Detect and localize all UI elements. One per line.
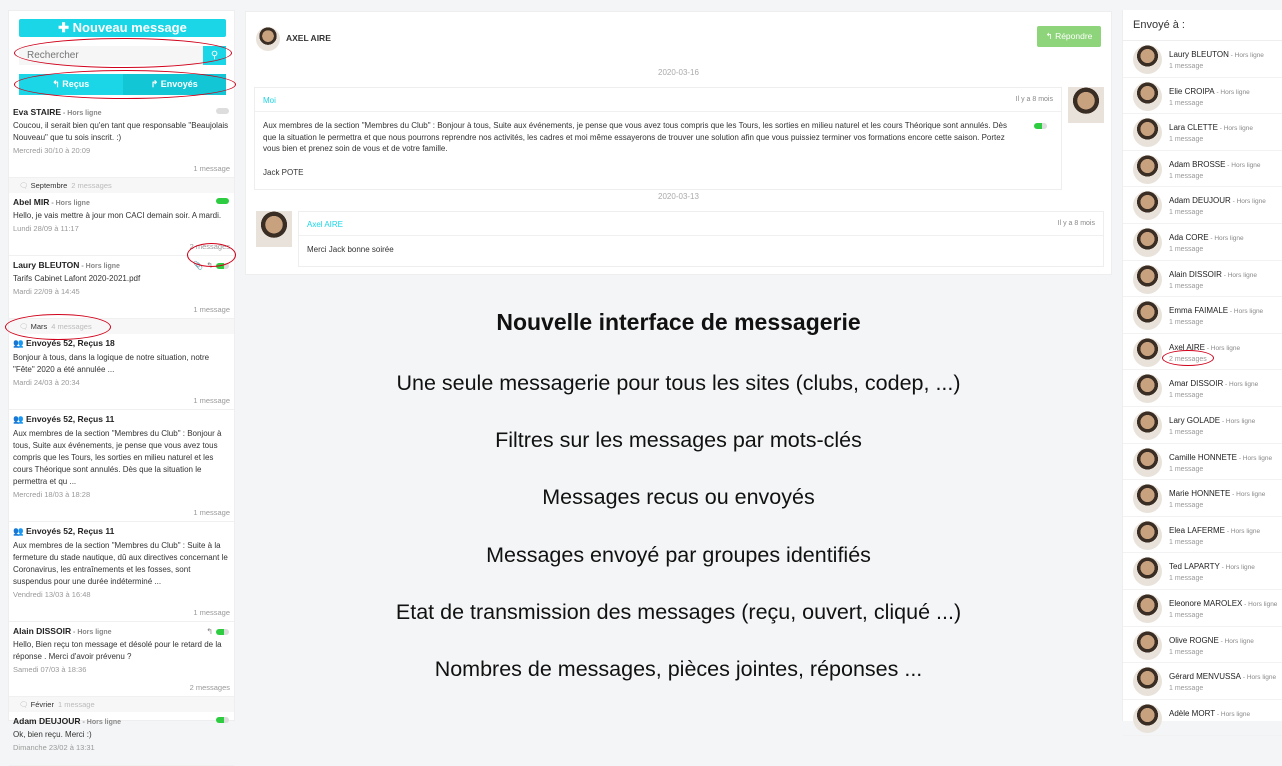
search-icon[interactable]: ⚲ xyxy=(203,46,226,65)
message-date: Mercredi 18/03 à 18:28 xyxy=(13,490,91,499)
recipient-avatar xyxy=(1133,45,1162,74)
sender-name xyxy=(13,414,230,425)
recipient-name xyxy=(1169,160,1261,169)
tab-sent[interactable]: ↱ Envoyés xyxy=(123,74,227,95)
online-status: - Hors ligne xyxy=(79,263,120,270)
recipient-message-count: 1 message xyxy=(1169,502,1204,510)
message-count: 1 message xyxy=(193,508,230,517)
message-preview: Bonjour à tous, dans la logique de notre situation, notre "Fête" 2020 a été annulée ... xyxy=(13,353,210,374)
message-date: Mardi 22/09 à 14:45 xyxy=(13,287,80,296)
recipient-message-count: 2 messages xyxy=(1169,355,1207,363)
message-count: 1 message xyxy=(193,396,230,405)
message-date: Samedi 07/03 à 18:36 xyxy=(13,665,87,674)
recipient-message-count: 1 message xyxy=(1169,172,1204,180)
recipient-message-count: 1 message xyxy=(1169,245,1204,253)
contact-name: AXEL AIRE xyxy=(286,33,331,43)
online-status: - Hors ligne xyxy=(80,719,122,726)
recipient-name xyxy=(1169,489,1265,498)
status-text: Hors ligne xyxy=(1233,308,1264,316)
recipient-row[interactable] xyxy=(1123,187,1282,224)
recipient-message-count: 1 message xyxy=(1169,63,1204,70)
recipient-avatar xyxy=(1133,704,1162,733)
feature-line: Etat de transmission des messages (reçu, ouvert, cliqué ...) xyxy=(395,600,962,624)
recipient-name xyxy=(1169,599,1277,608)
recipient-avatar xyxy=(1133,374,1162,403)
month-label: Février xyxy=(30,700,54,709)
message-preview: Hello, je vais mettre à jour mon CACI demain soir. A mardi. xyxy=(13,211,222,220)
recipient-avatar xyxy=(1133,557,1162,586)
sender: Adam DEUJOUR xyxy=(13,716,81,726)
name: Elea LAFERME xyxy=(1169,525,1226,535)
online-status: - Hors ligne xyxy=(1217,125,1253,133)
feature-line: Nombres de messages, pièces jointes, réponses ... xyxy=(434,657,923,681)
recipient-name xyxy=(1169,562,1255,571)
online-status: - Hors ligne xyxy=(71,629,112,636)
recipient-avatar xyxy=(1133,191,1162,220)
recipient-row[interactable] xyxy=(1123,114,1282,151)
online-status: - Hors ligne xyxy=(1225,161,1261,169)
status-toggle xyxy=(216,198,229,204)
search-bar xyxy=(19,46,226,65)
recipient-avatar xyxy=(1133,484,1162,513)
name: Eleonore MAROLEX xyxy=(1169,598,1243,608)
status-text: Hors ligne xyxy=(1220,88,1250,96)
list-item[interactable] xyxy=(9,712,234,766)
name: Axel AIRE xyxy=(1169,342,1206,352)
online-status: - Hors ligne xyxy=(1228,308,1264,316)
message-count: 2 messages xyxy=(189,683,230,692)
list-item[interactable] xyxy=(9,103,234,178)
status-text: Hors ligne xyxy=(1214,234,1244,242)
recipient-row[interactable] xyxy=(1123,444,1282,481)
name: Laury BLEUTON xyxy=(1169,50,1229,59)
status-icons xyxy=(216,108,229,114)
recipients-list xyxy=(1123,41,1282,736)
message-count: 1 message xyxy=(193,164,230,173)
message-preview: Ok, bien reçu. Merci :) xyxy=(13,730,92,739)
sender-avatar xyxy=(256,211,292,247)
new-message-label: Nouveau message xyxy=(72,20,187,35)
status-toggle xyxy=(216,717,229,723)
online-status: - Hors ligne xyxy=(1215,710,1251,718)
group-icon: 👥 xyxy=(13,338,26,348)
online-status: - Hors ligne xyxy=(1221,271,1257,279)
message-time: Il y a 8 mois xyxy=(1015,96,1053,103)
feature-line: Une seule messagerie pour tous les sites (clubs, codep, ...) xyxy=(396,371,961,395)
message-count: 2 messages xyxy=(189,242,230,251)
month-label: Mars xyxy=(30,322,48,331)
recipient-name xyxy=(1169,416,1255,425)
online-status: - Hors ligne xyxy=(1208,234,1244,242)
recipient-message-count: 1 message xyxy=(1169,538,1204,546)
online-status: - Hors ligne xyxy=(1242,600,1278,608)
group-label: Envoyés 52, Reçus 18 xyxy=(25,338,115,348)
name: Olive ROGNE xyxy=(1169,635,1219,645)
list-item[interactable] xyxy=(9,622,234,697)
recipient-avatar xyxy=(1133,594,1162,623)
recipient-name xyxy=(1169,672,1276,681)
recipient-name xyxy=(1169,233,1244,242)
sender: Abel MIR xyxy=(13,197,50,207)
status-text: Hors ligne xyxy=(1236,198,1266,206)
read-status-toggle xyxy=(1034,123,1047,129)
name: Adam DEUJOUR xyxy=(1169,196,1231,206)
status-text: Hors ligne xyxy=(1231,161,1261,169)
name: Emma FAIMALE xyxy=(1169,306,1229,316)
name: Alain DISSOIR xyxy=(1169,269,1222,279)
name: Adèle MORT xyxy=(1169,708,1216,718)
my-avatar xyxy=(1068,87,1104,123)
group-icon: 👥 xyxy=(13,414,26,424)
status-text: Hors ligne xyxy=(77,629,112,636)
recipient-row[interactable] xyxy=(1123,224,1282,261)
sender-name xyxy=(13,338,230,349)
recipient-name xyxy=(1169,50,1264,59)
message-date: Mercredi 30/10 à 20:09 xyxy=(13,146,91,155)
recipient-message-count: 1 message xyxy=(1169,282,1204,290)
name: Lary GOLADE xyxy=(1169,415,1221,425)
recipient-avatar xyxy=(1133,155,1162,184)
message-date: Mardi 24/03 à 20:34 xyxy=(13,378,80,387)
new-message-button[interactable]: ✚ Nouveau message xyxy=(19,19,226,37)
sender: Alain DISSOIR xyxy=(13,626,72,636)
recipient-row[interactable] xyxy=(1123,700,1282,737)
recipient-message-count: 1 message xyxy=(1169,392,1204,400)
online-status: - Hors ligne xyxy=(1218,637,1254,645)
message-count: 1 message xyxy=(193,305,230,314)
name: Ted LAPARTY xyxy=(1169,562,1220,572)
recipient-avatar xyxy=(1133,338,1162,367)
message-author: Moi xyxy=(263,96,276,105)
recipient-row[interactable] xyxy=(1123,261,1282,298)
month-count: 4 messages xyxy=(51,322,92,331)
recipient-message-count: 1 message xyxy=(1169,428,1204,436)
recipient-avatar xyxy=(1133,265,1162,294)
month-separator[interactable] xyxy=(9,697,234,712)
month-count: 1 message xyxy=(57,700,95,709)
date-separator: 2020-03-13 xyxy=(658,192,699,201)
list-item[interactable] xyxy=(9,193,234,256)
recipient-row[interactable] xyxy=(1123,407,1282,444)
status-text: Hors ligne xyxy=(1227,271,1257,279)
recipient-name xyxy=(1169,270,1257,279)
list-item[interactable] xyxy=(9,334,234,410)
recipient-name xyxy=(1169,709,1250,718)
recipient-message-count: 1 message xyxy=(1169,648,1204,656)
recipient-avatar xyxy=(1133,82,1162,111)
message-preview: Hello, Bien reçu ton message et désolé pour le retard de la réponse . Merci d'avoir prévenu ? xyxy=(13,640,222,661)
recipient-avatar xyxy=(1133,301,1162,330)
recipient-name xyxy=(1169,123,1253,132)
status-text: Hors ligne xyxy=(1242,454,1273,462)
recipient-row[interactable] xyxy=(1123,41,1282,78)
group-label: Envoyés 52, Reçus 11 xyxy=(25,414,115,424)
recipient-row[interactable] xyxy=(1123,517,1282,554)
recipient-avatar xyxy=(1133,228,1162,257)
recipient-name xyxy=(1169,306,1263,315)
contact-avatar xyxy=(256,27,280,51)
reply-icon: ↰ xyxy=(206,261,213,270)
comment-icon: 🗨 xyxy=(19,181,31,190)
sender-name xyxy=(13,716,230,726)
recipient-row[interactable] xyxy=(1123,480,1282,517)
online-status: - Hors ligne xyxy=(1225,527,1261,535)
message-time: Il y a 8 mois xyxy=(1057,220,1095,227)
group-icon: 👥 xyxy=(13,526,26,536)
status-text: Hors ligne xyxy=(85,263,120,270)
message-signature: Jack POTE xyxy=(263,167,304,177)
name: Gérard MENVUSSA xyxy=(1169,672,1242,682)
status-text: Hors ligne xyxy=(1225,564,1255,572)
recipient-message-count: 1 message xyxy=(1169,319,1204,327)
status-text: Hors ligne xyxy=(1223,125,1253,133)
filter-tabs xyxy=(19,74,226,95)
conversation-panel xyxy=(245,11,1112,275)
online-status: - Hors ligne xyxy=(49,200,90,207)
message-count: 1 message xyxy=(193,608,230,617)
message-preview: Tarifs Cabinet Lafont 2020-2021.pdf xyxy=(13,274,141,283)
recipient-row[interactable] xyxy=(1123,663,1282,700)
recipient-name xyxy=(1169,87,1250,96)
feature-line: Filtres sur les messages par mots-clés xyxy=(495,428,862,452)
date-separator: 2020-03-16 xyxy=(658,68,699,77)
recipient-message-count: 1 message xyxy=(1169,685,1204,693)
message-date: Dimanche 23/02 à 13:31 xyxy=(13,743,95,752)
status-toggle xyxy=(216,629,229,635)
feature-line: Messages envoyé par groupes identifiés xyxy=(486,543,871,567)
sender: Eva STAIRE xyxy=(13,107,62,117)
feature-line: Messages recus ou envoyés xyxy=(542,485,815,509)
message-date: Vendredi 13/03 à 16:48 xyxy=(13,590,91,599)
online-status: - Hors ligne xyxy=(1214,88,1250,96)
name: Ada CORE xyxy=(1169,232,1209,242)
name: Camille HONNETE xyxy=(1169,452,1238,462)
sender-name xyxy=(13,107,230,117)
recipient-avatar xyxy=(1133,448,1162,477)
status-text: Hors ligne xyxy=(1210,344,1241,352)
recipient-avatar xyxy=(1133,631,1162,660)
recipient-avatar xyxy=(1133,118,1162,147)
recipients-panel xyxy=(1122,10,1282,721)
message-bubble-sent xyxy=(254,87,1062,190)
list-item[interactable] xyxy=(9,256,234,319)
status-toggle xyxy=(216,108,229,114)
recipient-name xyxy=(1169,379,1258,388)
online-status: - Hors ligne xyxy=(1241,674,1277,682)
status-text: Hors ligne xyxy=(55,200,90,207)
status-text: Hors ligne xyxy=(1224,637,1254,645)
message-bubble-received xyxy=(298,211,1104,267)
online-status: - Hors ligne xyxy=(1230,491,1266,499)
message-date: Lundi 28/09 à 11:17 xyxy=(13,224,79,233)
name: Adam BROSSE xyxy=(1169,159,1226,169)
month-separator[interactable] xyxy=(9,178,234,193)
message-body: Merci Jack bonne soirée xyxy=(307,245,394,254)
tab-received-label: Reçus xyxy=(62,79,90,89)
comment-icon: 🗨 xyxy=(19,322,31,331)
message-preview: Aux membres de la section "Membres du Club" : Suite à la fermeture du stade nautique, dû aux directives concernant le Coronavirus, les entraînements et les fosses, sont suspendus pour une durée indéterminé ... xyxy=(13,541,228,586)
status-text: Hors ligne xyxy=(86,719,122,726)
status-text: Hors ligne xyxy=(1236,491,1266,499)
status-text: Hors ligne xyxy=(67,110,102,117)
online-status: - Hors ligne xyxy=(1205,344,1241,352)
recipient-row[interactable] xyxy=(1123,297,1282,334)
message-preview: Coucou, il serait bien qu'en tant que responsable "Beaujolais Nouveau" que tu sois inscrit. :) xyxy=(13,121,229,142)
recipient-name xyxy=(1169,343,1240,352)
message-author: Axel AIRE xyxy=(307,220,344,229)
recipient-row[interactable] xyxy=(1123,590,1282,627)
group-label: Envoyés 52, Reçus 11 xyxy=(25,526,115,536)
status-text: Hors ligne xyxy=(1230,527,1261,535)
message-body: Aux membres de la section "Membres du Club" : Bonjour à tous, Suite aux événements, je pense que vous avez tous compris que les Tours, les sorties en milieu naturel et les cours Théorique sont annulés. Dès que la situation le permettra et que nous pourrons reprendre nos activités, les cadres et moi même essayerons de trouver une solution afin que vous puissiez terminer vos formations encore cette saison. Portez vous bien et prenez soin de vous et de votre famille. xyxy=(263,121,1007,153)
recipient-avatar xyxy=(1133,521,1162,550)
sender-name xyxy=(13,197,230,207)
sender-name xyxy=(13,526,230,537)
month-count: 2 messages xyxy=(71,181,112,190)
status-icons xyxy=(193,261,229,270)
status-icons xyxy=(206,627,229,636)
tab-received[interactable]: ↰ Reçus xyxy=(19,74,123,95)
status-toggle xyxy=(216,263,229,269)
reply-button[interactable]: ↰ Répondre xyxy=(1037,26,1101,47)
comment-icon: 🗨 xyxy=(19,700,31,709)
tab-sent-label: Envoyés xyxy=(160,79,198,89)
status-text: Hors ligne xyxy=(1225,417,1256,425)
search-input[interactable] xyxy=(19,46,203,65)
reply-icon: ↰ xyxy=(206,627,213,636)
online-status: - Hors ligne xyxy=(1228,52,1264,59)
recipient-name xyxy=(1169,526,1260,535)
recipient-message-count: 1 message xyxy=(1169,575,1204,583)
status-text: Hors ligne xyxy=(1234,52,1264,59)
recipient-row[interactable] xyxy=(1123,553,1282,590)
name: Elie CROIPA xyxy=(1169,86,1215,96)
conversation-list-panel xyxy=(8,10,235,752)
status-text: Hors ligne xyxy=(1220,710,1251,718)
recipient-message-count: 1 message xyxy=(1169,136,1204,144)
status-text: Hors ligne xyxy=(1248,600,1278,608)
recipient-message-count: 1 message xyxy=(1169,209,1204,217)
online-status: - Hors ligne xyxy=(1237,454,1273,462)
reply-label: Répondre xyxy=(1055,31,1093,41)
recipient-name xyxy=(1169,636,1254,645)
recipient-message-count: 1 message xyxy=(1169,465,1204,473)
month-label: Septembre xyxy=(30,181,68,190)
online-status: - Hors ligne xyxy=(61,110,102,117)
paperclip-icon: 📎 xyxy=(193,261,204,270)
status-text: Hors ligne xyxy=(1246,674,1277,682)
recipient-row[interactable] xyxy=(1123,151,1282,188)
online-status: - Hors ligne xyxy=(1219,564,1255,572)
name: Amar DISSOIR xyxy=(1169,379,1224,389)
status-icons xyxy=(216,717,229,723)
recipient-row[interactable] xyxy=(1123,370,1282,407)
recipient-row[interactable] xyxy=(1123,627,1282,664)
sender: Laury BLEUTON xyxy=(13,260,80,270)
message-list xyxy=(9,103,234,766)
recipient-row[interactable] xyxy=(1123,78,1282,115)
recipient-name xyxy=(1169,196,1266,205)
recipient-avatar xyxy=(1133,667,1162,696)
recipient-message-count: 1 message xyxy=(1169,611,1204,619)
online-status: - Hors ligne xyxy=(1223,381,1259,389)
recipient-message-count: 1 message xyxy=(1169,99,1204,107)
recipient-avatar xyxy=(1133,411,1162,440)
list-item[interactable] xyxy=(9,410,234,522)
recipients-title: Envoyé à : xyxy=(1123,10,1282,41)
feature-title: Nouvelle interface de messagerie xyxy=(496,309,861,335)
status-icons xyxy=(216,198,229,204)
online-status: - Hors ligne xyxy=(1230,198,1266,206)
name: Lara CLETTE xyxy=(1169,123,1218,133)
online-status: - Hors ligne xyxy=(1220,417,1256,425)
list-item[interactable] xyxy=(9,522,234,622)
sender-name xyxy=(13,626,230,636)
recipient-row[interactable] xyxy=(1123,334,1282,371)
recipient-name xyxy=(1169,453,1272,462)
name: Marie HONNETE xyxy=(1169,489,1231,499)
status-text: Hors ligne xyxy=(1229,381,1259,389)
month-separator[interactable] xyxy=(9,319,234,334)
message-preview: Aux membres de la section "Membres du Club" : Bonjour à tous, Suite aux événements, je pense que vous avez tous compris que les Tours, les sorties en milieu naturel et les cours Théorique sont annulés. Dès que la situation le permettra et qu ... xyxy=(13,429,222,486)
